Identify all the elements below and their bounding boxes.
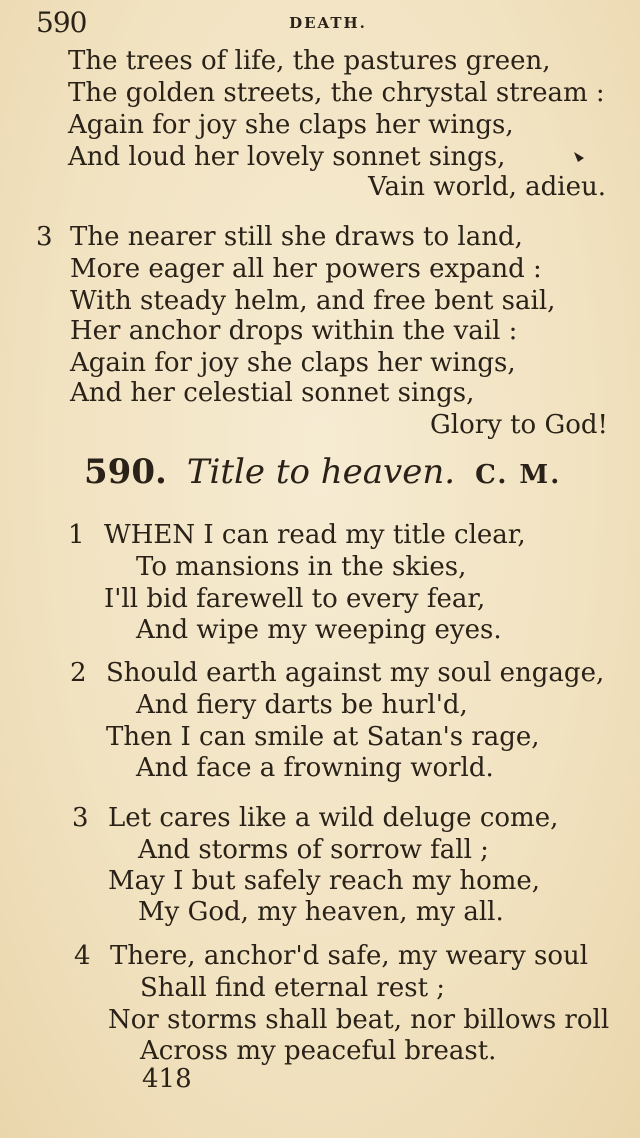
verse-number: 2 bbox=[70, 658, 87, 688]
verse-line: Again for joy she claps her wings, bbox=[70, 348, 516, 378]
ink-mark bbox=[572, 150, 588, 166]
verse-line: Nor storms shall beat, nor billows roll bbox=[108, 1005, 610, 1035]
verse-line: My God, my heaven, my all. bbox=[138, 897, 504, 927]
verse-line: Her anchor drops within the vail : bbox=[70, 316, 518, 346]
page-number: 590 bbox=[36, 6, 87, 39]
verse-line: To mansions in the skies, bbox=[136, 552, 467, 582]
verse-number: 1 bbox=[68, 520, 85, 550]
hymn-meter: C. M. bbox=[475, 460, 562, 490]
verse-line: And loud her lovely sonnet sings, bbox=[68, 142, 506, 172]
verse-line: With steady helm, and free bent sail, bbox=[70, 286, 556, 316]
hymn-heading bbox=[84, 452, 561, 492]
page-header bbox=[36, 6, 620, 40]
verse-line: Let cares like a wild deluge come, bbox=[108, 803, 559, 833]
verse-line: May I but safely reach my home, bbox=[108, 866, 541, 896]
verse-number: 4 bbox=[74, 941, 91, 971]
verse-refrain: Glory to God! bbox=[429, 410, 608, 440]
verse-line: The golden streets, the chrystal stream : bbox=[68, 78, 605, 108]
verse-line: And her celestial sonnet sings, bbox=[70, 378, 475, 408]
verse-line: Should earth against my soul engage, bbox=[106, 658, 605, 688]
verse-line: And storms of sorrow fall ; bbox=[138, 835, 489, 865]
verse-refrain: Vain world, adieu. bbox=[368, 172, 606, 202]
verse-line: Then I can smile at Satan's rage, bbox=[106, 722, 540, 752]
signature-mark: 418 bbox=[142, 1064, 192, 1094]
verse-line: I'll bid farewell to every fear, bbox=[104, 584, 486, 614]
verse-line: The trees of life, the pastures green, bbox=[68, 46, 551, 76]
verse-line: There, anchor'd safe, my weary soul bbox=[110, 941, 589, 971]
verse-line: And fiery darts be hurl'd, bbox=[136, 690, 468, 720]
running-head: DEATH. bbox=[289, 14, 367, 32]
verse-line: And wipe my weeping eyes. bbox=[136, 615, 502, 645]
verse-number: 3 bbox=[72, 803, 89, 833]
verse-line: Again for joy she claps her wings, bbox=[68, 110, 514, 140]
hymn-number: 590. bbox=[84, 452, 167, 492]
verse-line: The nearer still she draws to land, bbox=[70, 222, 523, 252]
verse-line: More eager all her powers expand : bbox=[70, 254, 542, 284]
verse-number: 3 bbox=[36, 222, 53, 252]
hymn-title: Title to heaven. bbox=[186, 452, 456, 492]
verse-line: WHEN I can read my title clear, bbox=[104, 520, 526, 550]
verse-line: Shall find eternal rest ; bbox=[140, 973, 446, 1003]
verse-line: Across my peaceful breast. bbox=[140, 1036, 497, 1066]
verse-line: And face a frowning world. bbox=[136, 753, 494, 783]
